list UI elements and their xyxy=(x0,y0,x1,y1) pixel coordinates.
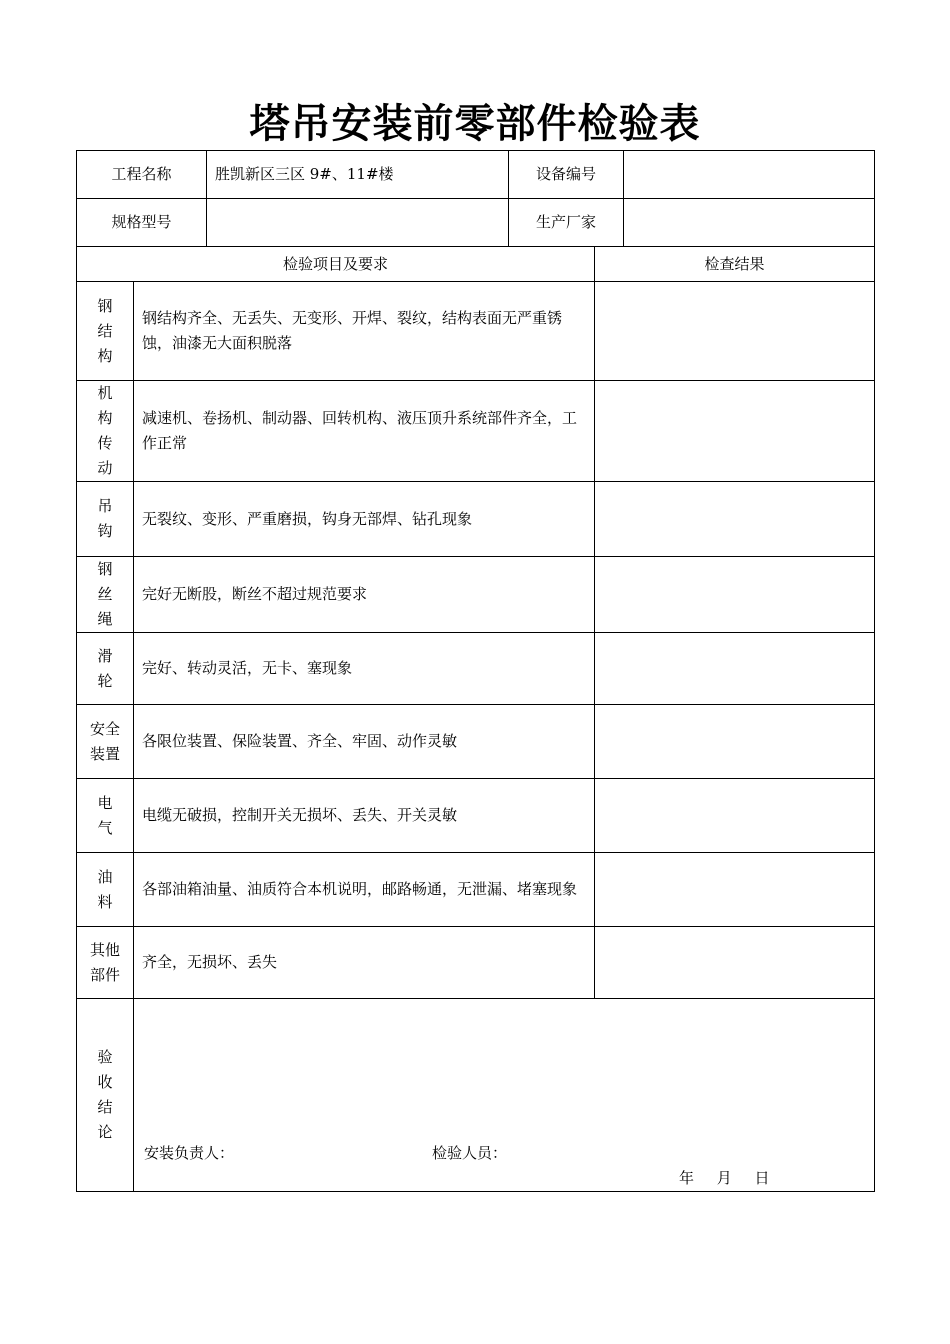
row-result[interactable] xyxy=(595,853,874,927)
project-name-value[interactable]: 胜凯新区三区 9#、11#楼 xyxy=(207,151,509,199)
row-requirement: 减速机、卷扬机、制动器、回转机构、液压顶升系统部件齐全，工作正常 xyxy=(134,381,595,482)
row-category: 吊钩 xyxy=(77,482,134,557)
row-requirement: 电缆无破损，控制开关无损坏、丢失、开关灵敏 xyxy=(134,779,595,853)
conclusion-label: 验收结论 xyxy=(77,999,134,1191)
conclusion-area[interactable] xyxy=(134,999,874,1191)
row-result[interactable] xyxy=(595,557,874,633)
manufacturer-value[interactable] xyxy=(624,199,874,247)
row-requirement: 无裂纹、变形、严重磨损，钩身无部焊、钻孔现象 xyxy=(134,482,595,557)
row-requirement: 钢结构齐全、无丢失、无变形、开焊、裂纹，结构表面无严重锈蚀，油漆无大面积脱落 xyxy=(134,282,595,381)
row-requirement: 齐全，无损坏、丢失 xyxy=(134,927,595,999)
row-category: 钢丝绳 xyxy=(77,557,134,633)
page-title: 塔吊安装前零部件检验表 xyxy=(249,101,701,147)
column-header-items: 检验项目及要求 xyxy=(77,247,595,282)
equipment-no-value[interactable] xyxy=(624,151,874,199)
row-category: 电气 xyxy=(77,779,134,853)
row-result[interactable] xyxy=(595,282,874,381)
date-line: 年 月 日 xyxy=(679,1169,770,1187)
equipment-no-label: 设备编号 xyxy=(509,151,624,199)
row-result[interactable] xyxy=(595,927,874,999)
manufacturer-label: 生产厂家 xyxy=(509,199,624,247)
row-result[interactable] xyxy=(595,633,874,705)
row-category: 钢结构 xyxy=(77,282,134,381)
inspector-signature-label: 检验人员： xyxy=(432,1144,508,1162)
row-result[interactable] xyxy=(595,381,874,482)
column-header-result: 检查结果 xyxy=(595,247,874,282)
row-category: 机构传动 xyxy=(77,381,134,482)
row-requirement: 完好无断股，断丝不超过规范要求 xyxy=(134,557,595,633)
row-result[interactable] xyxy=(595,705,874,779)
row-category: 其他部件 xyxy=(77,927,134,999)
row-result[interactable] xyxy=(595,482,874,557)
row-result[interactable] xyxy=(595,779,874,853)
project-name-label: 工程名称 xyxy=(77,151,207,199)
model-label: 规格型号 xyxy=(77,199,207,247)
row-category: 安全装置 xyxy=(77,705,134,779)
installer-signature-label: 安装负责人： xyxy=(144,1144,235,1162)
row-requirement: 完好、转动灵活，无卡、塞现象 xyxy=(134,633,595,705)
row-category: 油料 xyxy=(77,853,134,927)
row-category: 滑轮 xyxy=(77,633,134,705)
inspection-table xyxy=(76,150,875,1192)
row-requirement: 各部油箱油量、油质符合本机说明，邮路畅通，无泄漏、堵塞现象 xyxy=(134,853,595,927)
row-requirement: 各限位装置、保险装置、齐全、牢固、动作灵敏 xyxy=(134,705,595,779)
model-value[interactable] xyxy=(207,199,509,247)
